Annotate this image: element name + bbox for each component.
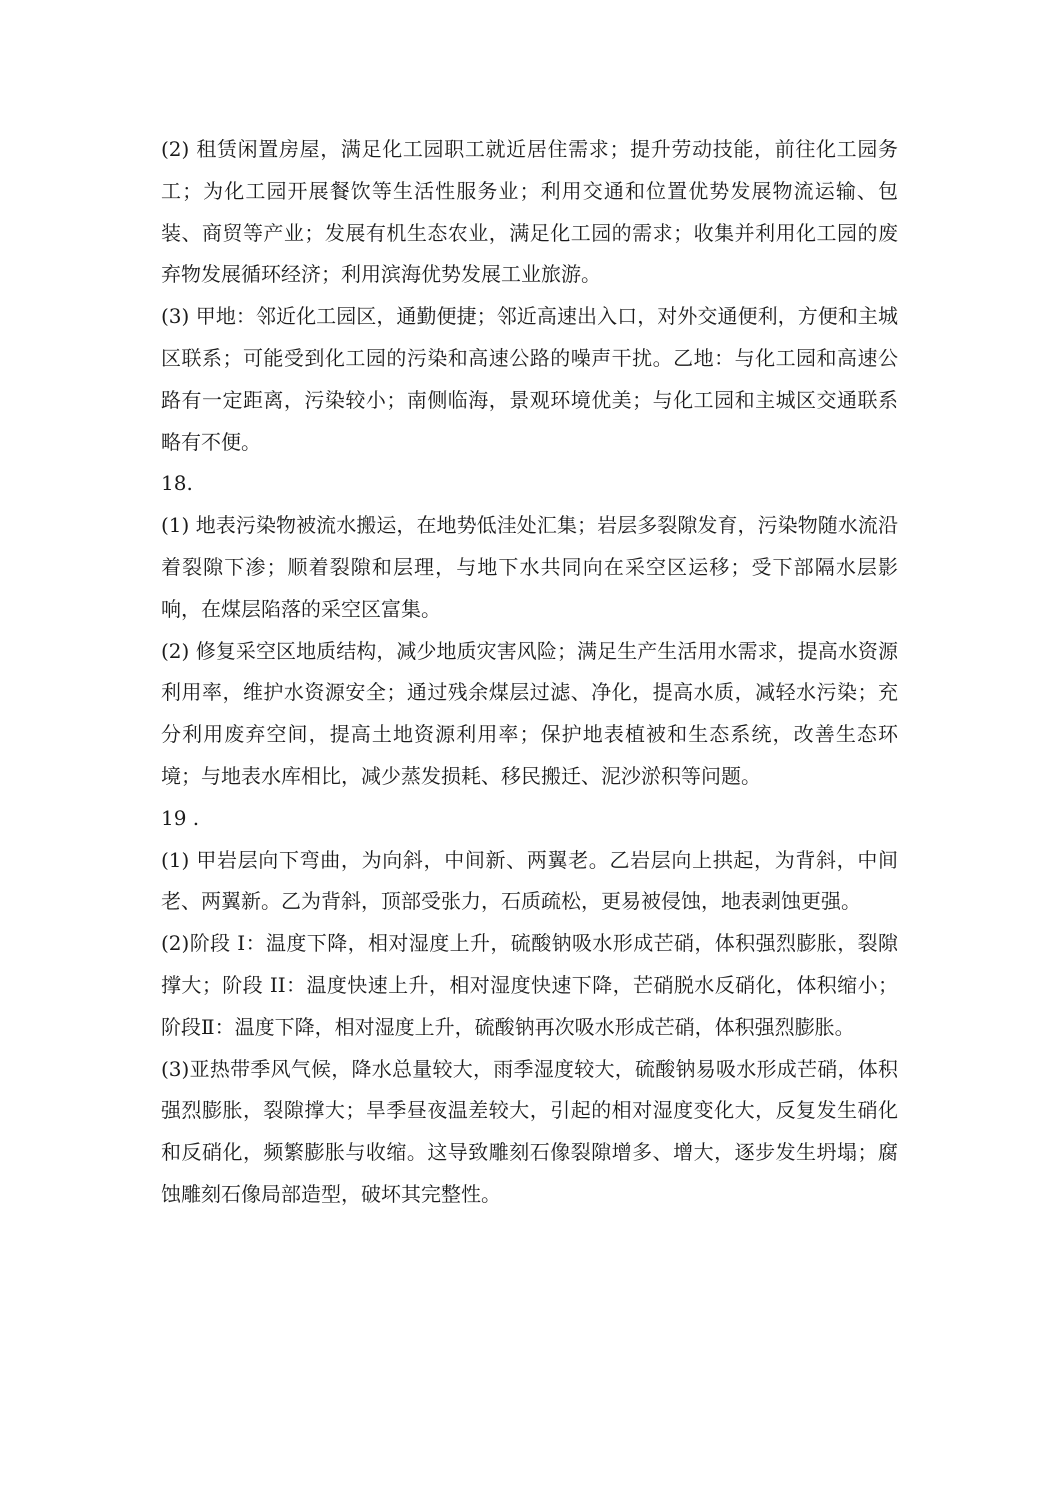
- answer-18-part-2: (2) 修复采空区地质结构，减少地质灾害风险；满足生产生活用水需求，提高水资源利用率，维护水资源安全；通过残余煤层过滤、净化，提高水质，减轻水污染；充分利用废弃空间，提高土地资源利用率；保护地表植被和生态系统，改善生态环境；与地表水库相比，减少蒸发损耗、移民搬迁、泥沙淤积等问题。: [161, 638, 898, 788]
- answer-document: [161, 129, 898, 1216]
- question-number-18: 18.: [161, 471, 193, 496]
- answer-19-part-3: (3)亚热带季风气候，降水总量较大，雨季湿度较大，硫酸钠易吸水形成芒硝，体积强烈膨胀，裂隙撑大；旱季昼夜温差较大，引起的相对湿度变化大，反复发生硝化和反硝化，频繁膨胀与收缩。这导致雕刻石像裂隙增多、增大，逐步发生坍塌；腐蚀雕刻石像局部造型，破坏其完整性。: [161, 1056, 898, 1206]
- answer-18-part-1: (1) 地表污染物被流水搬运，在地势低洼处汇集；岩层多裂隙发育，污染物随水流沿着裂隙下渗；顺着裂隙和层理，与地下水共同向在采空区运移；受下部隔水层影响，在煤层陷落的采空区富集。: [161, 513, 898, 621]
- answer-17-part-2: (2) 租赁闲置房屋，满足化工园职工就近居住需求；提升劳动技能，前往化工园务工；为化工园开展餐饮等生活性服务业；利用交通和位置优势发展物流运输、包装、商贸等产业；发展有机生态农业，满足化工园的需求；收集并利用化工园的废弃物发展循环经济；利用滨海优势发展工业旅游。: [161, 137, 898, 287]
- answer-17-part-3: (3) 甲地：邻近化工园区，通勤便捷；邻近高速出入口，对外交通便利，方便和主城区联系；可能受到化工园的污染和高速公路的噪声干扰。乙地：与化工园和高速公路有一定距离，污染较小；南侧临海，景观环境优美；与化工园和主城区交通联系略有不便。: [161, 304, 898, 454]
- question-number-19: 19 .: [161, 805, 200, 830]
- answer-19-part-1: (1) 甲岩层向下弯曲，为向斜，中间新、两翼老。乙岩层向上拱起，为背斜，中间老、两翼新。乙为背斜，顶部受张力，石质疏松，更易被侵蚀，地表剥蚀更强。: [161, 847, 898, 914]
- answer-19-part-2: (2)阶段 I：温度下降，相对湿度上升，硫酸钠吸水形成芒硝，体积强烈膨胀，裂隙撑大；阶段 II：温度快速上升，相对湿度快速下降，芒硝脱水反硝化，体积缩小；阶段Ⅱ：温度下降，相对湿度上升，硫酸钠再次吸水形成芒硝，体积强烈膨胀。: [161, 931, 898, 1039]
